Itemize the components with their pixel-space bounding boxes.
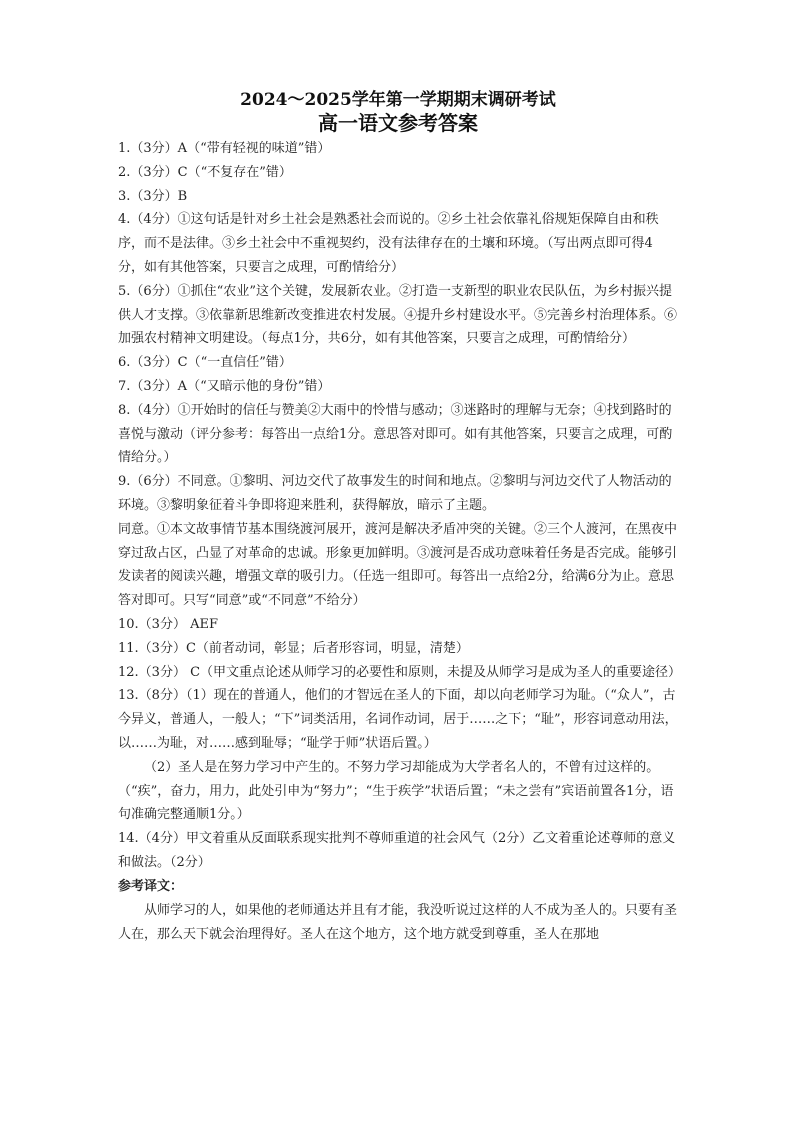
translation-label: 参考译文： — [118, 878, 184, 894]
answer-item: 5.（6分）①抓住“农业”这个关键，发展新农业。②打造一支新型的职业农民队伍，为乡村振兴提供人才支撑。③依靠新思维新改变推进农村发展。④提升乡村建设水平。⑤完善乡村治理体系。⑥加强农村精神文明建设。（每点1分，共6分，如有其他答案，只要言之成理，可酌情给分） — [118, 283, 678, 347]
answer-item: 2.（3分）C（“不复存在”错） — [118, 164, 292, 180]
answer-item: 同意。①本文故事情节基本围绕渡河展开，渡河是解决矛盾冲突的关键。②三个人渡河，在黑夜中穿过敌占区，凸显了对革命的忠诚。形象更加鲜明。③渡河是否成功意味着任务是否完成。能够引发读者的阅读兴趣，增强文章的吸引力。（任选一组即可。每答出一点给2分，给满6分为止。意思答对即可。只写“同意”或“不同意”不给分） — [118, 521, 678, 609]
answer-item: 12.（3分） C（甲文重点论述从师学习的必要性和原则，未提及从师学习是成为圣人的重要途径） — [118, 664, 682, 680]
answer-item: 1.（3分）A（“带有轻视的味道”错） — [118, 141, 331, 156]
answer-item: 3.（3分）B — [118, 188, 188, 204]
answer-item: 8.（4分）①开始时的信任与赞美②大雨中的怜惜与感动；③迷路时的理解与无奈；④找到路时的喜悦与激动（评分参考：每答出一点给1分。意思答对即可。如有其他答案，只要言之成理，可酌情给分。） — [118, 402, 673, 466]
answer-item: 13.（8分）（1）现在的普通人，他们的才智远在圣人的下面，却以向老师学习为耻。（“众人”，古今异义，普通人，一般人；“下”词类活用，名词作动词，居于……之下；“耻”，形容词意动用法，以……为耻，对……感到耻辱；“耻学于师”状语后置。） — [118, 688, 678, 751]
document-subtitle: 高一语文参考答案 — [318, 111, 478, 135]
answer-item: 10.（3分） AEF — [118, 616, 218, 632]
answer-item: 6.（3分）C（“一直信任”错） — [118, 355, 292, 371]
answer-item: 9.（6分）不同意。①黎明、河边交代了故事发生的时间和地点。②黎明与河边交代了人物活动的环境。③黎明象征着斗争即将迎来胜利，获得解放，暗示了主题。 — [118, 474, 672, 513]
answer-item: 14.（4分）甲文着重从反面联系现实批判不尊师重道的社会风气（2分）乙文着重论述尊师的意义和做法。（2分） — [118, 831, 676, 870]
answer-item: 7.（3分）A（“又暗示他的身份”错） — [118, 378, 331, 394]
answer-item: 4.（4分）①这句话是针对乡土社会是熟悉社会而说的。②乡土社会依靠礼俗规矩保障自由和秩序，而不是法律。③乡土社会中不重视契约，没有法律存在的土壤和环境。（写出两点即可得4分，如有其他答案，只要言之成理，可酌情给分） — [118, 212, 659, 275]
translation-text: 从师学习的人，如果他的老师通达并且有才能，我没听说过这样的人不成为圣人的。只要有圣人在，那么天下就会治理得好。圣人在这个地方，这个地方就受到尊重，圣人在那地 — [118, 902, 678, 942]
answer-item: 11.（3分）C（前者动词，彰显；后者形容词，明显，清楚） — [118, 640, 469, 656]
document-title: 2024～2025学年第一学期期末调研考试 — [240, 90, 556, 110]
answer-sheet — [118, 90, 682, 946]
answer-item-part2: （2）圣人是在努力学习中产生的。不努力学习却能成为大学者名人的，不曾有过这样的。（“疾”，奋力，用力，此处引申为“努力”；“生于疾学”状语后置；“未之尝有”宾语前置各1分，语句准确完整通顺1分。） — [118, 759, 674, 823]
